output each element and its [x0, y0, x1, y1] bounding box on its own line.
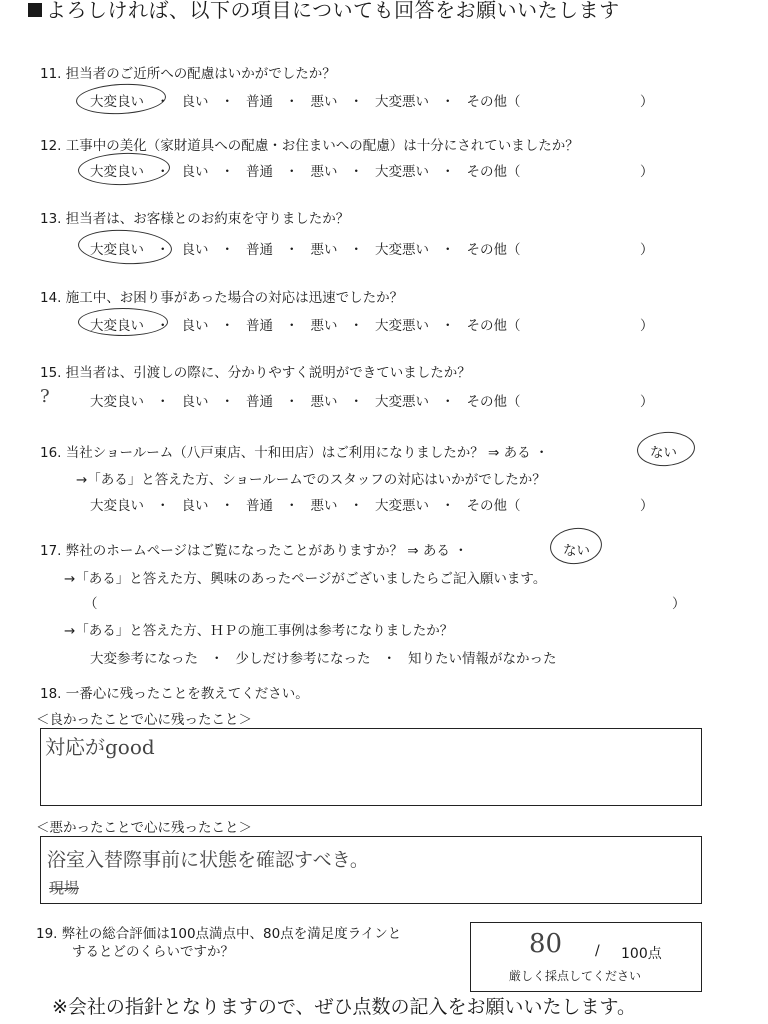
- option-other[interactable]: その他（: [466, 498, 521, 514]
- option-very-good[interactable]: 大変良い: [90, 394, 144, 410]
- option-good[interactable]: 良い: [181, 318, 209, 334]
- question-13: 13. 担当者は、お客様とのお約束を守りましたか？: [40, 211, 350, 227]
- option-normal[interactable]: 普通: [246, 318, 273, 334]
- answer-circle-11: [75, 82, 166, 117]
- question-15: 15. 担当者は、引渡しの際に、分かりやすく説明ができていましたか？: [40, 365, 471, 381]
- option-very-good[interactable]: 大変良い: [90, 242, 144, 258]
- option-not-helpful[interactable]: 知りたい情報がなかった: [408, 651, 557, 667]
- option-very-bad[interactable]: 大変悪い: [375, 94, 429, 110]
- question-19-line1: 19. 弊社の総合評価は100点満点中、80点を満足度ラインと: [36, 926, 402, 942]
- bad-memory-label: ＜悪かったことで心に残ったこと＞: [36, 820, 252, 836]
- option-bad[interactable]: 悪い: [310, 498, 338, 514]
- option-bad[interactable]: 悪い: [310, 242, 338, 258]
- question-17-sub2: →「ある」と答えた方、ＨＰの施工事例は参考になりましたか？: [64, 623, 454, 639]
- options-row-15: 大変良い ・ 良い ・ 普通 ・ 悪い ・ 大変悪い ・ その他（: [90, 390, 521, 410]
- option-good[interactable]: 良い: [181, 94, 209, 110]
- answer-circle-13: [77, 228, 173, 267]
- close-paren-16: ）: [640, 498, 654, 514]
- answer-circle-14: [78, 308, 168, 336]
- bad-memory-struck-text: 現場: [49, 879, 80, 897]
- open-paren-17: （: [84, 596, 98, 612]
- option-good[interactable]: 良い: [181, 394, 209, 410]
- close-paren-15: ）: [640, 394, 654, 410]
- close-paren-12: ）: [640, 164, 654, 180]
- options-row-12: 大変良い ・ 良い ・ 普通 ・ 悪い ・ 大変悪い ・ その他（: [90, 160, 521, 180]
- options-row-16: 大変良い ・ 良い ・ 普通 ・ 悪い ・ 大変悪い ・ その他（: [90, 494, 521, 514]
- option-normal[interactable]: 普通: [246, 94, 273, 110]
- score-box[interactable]: [470, 922, 702, 992]
- good-memory-answer: 対応がgood: [45, 735, 155, 759]
- footer-note: ※会社の指針となりますので、ぜひ点数の記入をお願いいたします。: [52, 996, 637, 1018]
- answer-circle-12: [77, 151, 170, 186]
- option-normal[interactable]: 普通: [246, 164, 273, 180]
- section-header: よろしければ、以下の項目についても回答をお願いいたします: [28, 0, 620, 23]
- option-very-bad[interactable]: 大変悪い: [375, 164, 429, 180]
- option-very-good[interactable]: 大変良い: [90, 94, 144, 110]
- close-paren-17: ）: [672, 596, 686, 612]
- question-17: 17. 弊社のホームページはご覧になったことがありますか？ ⇒ ある ・: [40, 543, 468, 559]
- option-other[interactable]: その他（: [466, 318, 521, 334]
- option-very-bad[interactable]: 大変悪い: [375, 498, 429, 514]
- question-14: 14. 施工中、お困り事があった場合の対応は迅速でしたか？: [40, 290, 404, 306]
- good-memory-box[interactable]: [40, 728, 702, 806]
- bad-memory-answer: 浴室入替際事前に状態を確認すべき。: [47, 849, 369, 871]
- option-other[interactable]: その他（: [466, 164, 521, 180]
- question-16-sub: →「ある」と答えた方、ショールームでのスタッフの対応はいかがでしたか？: [76, 472, 546, 488]
- options-row-17: 大変参考になった ・ 少しだけ参考になった ・ 知りたい情報がなかった: [90, 647, 557, 667]
- close-paren-13: ）: [640, 242, 654, 258]
- close-paren-11: ）: [640, 94, 654, 110]
- option-very-bad[interactable]: 大変悪い: [375, 318, 429, 334]
- option-very-bad[interactable]: 大変悪い: [375, 242, 429, 258]
- bad-memory-box[interactable]: [40, 836, 702, 904]
- question-12: 12. 工事中の美化（家財道具への配慮・お住まいへの配慮）は十分にされていましたか？: [40, 138, 579, 154]
- option-very-helpful[interactable]: 大変参考になった: [90, 651, 198, 667]
- option-good[interactable]: 良い: [181, 498, 209, 514]
- option-other[interactable]: その他（: [466, 242, 521, 258]
- answer-circle-17: [548, 525, 603, 566]
- close-paren-14: ）: [640, 318, 654, 334]
- option-very-good[interactable]: 大変良い: [90, 318, 144, 334]
- options-row-14: 大変良い ・ 良い ・ 普通 ・ 悪い ・ 大変悪い ・ その他（: [90, 314, 521, 334]
- option-good[interactable]: 良い: [181, 242, 209, 258]
- option-bad[interactable]: 悪い: [310, 164, 338, 180]
- option-normal[interactable]: 普通: [246, 498, 273, 514]
- score-value: 80: [529, 929, 563, 959]
- option-bad[interactable]: 悪い: [310, 394, 338, 410]
- option-other[interactable]: その他（: [466, 394, 521, 410]
- answer-17[interactable]: ない: [563, 543, 590, 559]
- option-other[interactable]: その他（: [466, 94, 521, 110]
- good-memory-label: ＜良かったことで心に残ったこと＞: [36, 712, 252, 728]
- question-18: 18. 一番心に残ったことを教えてください。: [40, 686, 309, 702]
- option-normal[interactable]: 普通: [246, 242, 273, 258]
- option-good[interactable]: 良い: [181, 164, 209, 180]
- score-note: 厳しく採点してください: [509, 969, 642, 983]
- option-normal[interactable]: 普通: [246, 394, 273, 410]
- question-16: 16. 当社ショールーム（八戸東店、十和田店）はご利用になりましたか？ ⇒ ある ・: [40, 445, 549, 461]
- option-bad[interactable]: 悪い: [310, 94, 338, 110]
- option-very-good[interactable]: 大変良い: [90, 498, 144, 514]
- question-19-line2: するとどのくらいですか？: [72, 944, 234, 960]
- option-slightly-helpful[interactable]: 少しだけ参考になった: [235, 651, 371, 667]
- score-max: 100点: [621, 946, 662, 962]
- answer-circle-16: [636, 430, 696, 468]
- square-bullet-icon: [28, 3, 42, 17]
- answer-16[interactable]: ない: [650, 445, 677, 461]
- option-very-good[interactable]: 大変良い: [90, 164, 144, 180]
- question-17-sub1: →「ある」と答えた方、興味のあったページがございましたらご記入願います。: [64, 571, 547, 587]
- question-11: 11. 担当者のご近所への配慮はいかがでしたか？: [40, 66, 336, 82]
- score-slash: /: [595, 943, 600, 959]
- options-row-11: 大変良い ・ 良い ・ 普通 ・ 悪い ・ 大変悪い ・ その他（: [90, 90, 521, 110]
- handwritten-question-mark: ?: [40, 386, 50, 407]
- option-bad[interactable]: 悪い: [310, 318, 338, 334]
- option-very-bad[interactable]: 大変悪い: [375, 394, 429, 410]
- options-row-13: 大変良い ・ 良い ・ 普通 ・ 悪い ・ 大変悪い ・ その他（: [90, 238, 521, 258]
